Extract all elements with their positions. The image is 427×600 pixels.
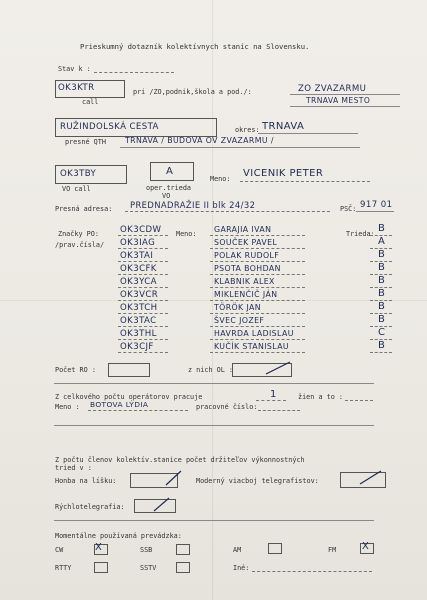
momentalne-label: Momentálne používaná prevádzka: <box>55 532 182 540</box>
operator-name: ŠVEC JOZEF <box>214 316 265 325</box>
operator-name-line <box>210 313 305 314</box>
meno-label: Meno: <box>210 175 231 183</box>
hon-label: Honba na líšku: <box>55 477 117 485</box>
pri-label: pri /ZO,podnik,škola a pod./: <box>133 88 252 96</box>
zien-label: žien a to : <box>298 393 344 401</box>
pracovne-cislo-label: pracovné číslo: <box>196 403 258 411</box>
meno-line <box>240 181 370 182</box>
operator-call: OK3YCA <box>120 277 157 287</box>
meno3-label: Meno : <box>55 403 80 411</box>
zo-underline-1 <box>290 94 400 95</box>
z-nich-ol-label: z nich OL : <box>188 366 234 374</box>
okres-value: TRNAVA <box>262 121 305 132</box>
qth-value-2: TRNAVA / BUDOVA OV ZVAZARMU / <box>125 136 274 145</box>
sstv-label: SSTV <box>140 564 157 572</box>
operator-name: TÖRÖK JAN <box>214 303 261 312</box>
operator-name-line <box>210 274 305 275</box>
operator-trieda: B <box>378 223 386 234</box>
zien-line <box>345 400 373 401</box>
operator-call-line <box>118 235 168 236</box>
presna-adresa-label: Presná adresa: <box>55 205 113 213</box>
operator-call-line <box>118 326 168 327</box>
adresa-value: PREDNADRAŽIE II blk 24/32 <box>130 200 256 210</box>
operator-name-line <box>210 326 305 327</box>
oper-trieda-value: A <box>166 166 174 177</box>
operator-name: SOUČEK PAVEL <box>214 238 278 247</box>
operator-trieda: B <box>378 288 386 299</box>
call-value: OK3KTR <box>58 83 95 93</box>
am-checkbox[interactable] <box>268 543 282 554</box>
call-label: call <box>82 98 99 106</box>
psc-label: PSČ: <box>340 205 357 213</box>
operator-call: OK3TCH <box>120 303 158 313</box>
presne-qth-label: presné QTH <box>65 138 106 146</box>
rtty-checkbox[interactable] <box>94 562 108 573</box>
operator-call: OK3THL <box>120 329 157 339</box>
rychlo-label: Rýchlotelegrafia: <box>55 503 125 511</box>
sstv-checkbox[interactable] <box>176 562 190 573</box>
operator-name-line <box>210 300 305 301</box>
operator-call-line <box>118 287 168 288</box>
operator-call: OK3IAG <box>120 238 156 248</box>
operator-trieda: B <box>378 275 386 286</box>
operator-trieda: B <box>378 314 386 325</box>
stav-line <box>94 72 174 73</box>
okres-underline <box>258 133 358 134</box>
operator-call-line <box>118 248 168 249</box>
zeny-count-value: 1 <box>270 389 277 400</box>
zena-meno-line <box>88 410 188 411</box>
vo-call-label: VO call <box>62 185 91 193</box>
operator-name-line <box>210 339 305 340</box>
trieda-label: Trieda: <box>346 230 375 238</box>
operator-call: OK3CFK <box>120 264 157 274</box>
zo-value-1: ZO ZVAZARMU <box>298 84 367 94</box>
operator-name-line <box>210 352 305 353</box>
ssb-label: SSB <box>140 546 153 554</box>
psc-value: 917 01 <box>360 200 393 210</box>
zeny-count-line <box>256 400 286 401</box>
oper-trieda-label: oper.trieda <box>146 184 192 192</box>
operator-name-line <box>210 248 305 249</box>
operator-trieda: B <box>378 249 386 260</box>
am-label: AM <box>233 546 242 554</box>
operator-name-line <box>210 287 305 288</box>
pracovne-cislo-line <box>258 410 300 411</box>
operator-trieda: B <box>378 301 386 312</box>
rtty-label: RTTY <box>55 564 72 572</box>
divider-3 <box>54 520 374 521</box>
ine-line <box>252 571 372 572</box>
operator-call: OK3VCR <box>120 290 159 300</box>
pocet-ro-label: Počet RO : <box>55 366 96 374</box>
operator-name: KUČÍK STANISLAU <box>214 342 290 351</box>
operator-name-line <box>210 235 305 236</box>
zo-underline-2 <box>290 106 400 107</box>
operator-call: OK3TAC <box>120 316 157 326</box>
vo-call-value: OK3TBY <box>60 169 97 179</box>
hon-strike <box>164 468 184 488</box>
operator-call-line <box>118 339 168 340</box>
psc-underline <box>356 211 394 212</box>
operator-name: KLABNIK ALEX <box>214 277 275 286</box>
operator-call: OK3TAI <box>120 251 154 261</box>
operator-name-line <box>210 261 305 262</box>
operator-trieda: C <box>378 327 386 338</box>
cw-check-mark: X <box>95 542 102 553</box>
z-nich-ol-strike <box>264 360 292 376</box>
rychlo-strike <box>152 495 172 513</box>
divider-1 <box>54 383 374 384</box>
operator-call-line <box>118 313 168 314</box>
clenov-label-2: tried v : <box>55 464 92 472</box>
meno-op-label: Meno: <box>176 230 197 238</box>
stav-label: Stav k : <box>58 65 91 73</box>
operator-name: MIKLENČIČ JÁN <box>214 290 278 299</box>
okres-label: okres: <box>235 126 260 134</box>
cw-label: CW <box>55 546 64 554</box>
operator-name: GARAJIA IVAN <box>214 225 272 234</box>
znacky-po-label: Značky PO: <box>58 230 99 238</box>
operator-call-line <box>118 261 168 262</box>
ssb-checkbox[interactable] <box>176 544 190 555</box>
divider-2 <box>54 425 374 426</box>
moderny-label: Moderný viacboj telegrafistov: <box>196 477 319 485</box>
fm-check-mark: X <box>362 541 369 552</box>
qth-value-1: RUŽINDOLSKÁ CESTA <box>60 122 159 132</box>
operator-call: OK3CDW <box>120 225 162 235</box>
qth-underline <box>120 147 360 148</box>
celkoveho-label: Z celkového počtu operátorov pracuje <box>55 393 203 401</box>
clenov-label-1: Z počtu členov kolektív.stanice počet držiteľov výkonnostných <box>55 456 305 464</box>
vo-label: VO <box>162 192 171 200</box>
operator-trieda-line <box>370 352 392 353</box>
operator-trieda: B <box>378 340 386 351</box>
moderny-strike <box>358 468 384 486</box>
operator-call: OK3CJF <box>120 342 154 352</box>
pocet-ro-box <box>108 363 150 377</box>
meno-value: VICENIK PETER <box>243 168 324 179</box>
adresa-line <box>125 211 330 212</box>
prav-cisla-label: /prav.čísla/ <box>55 241 105 249</box>
operator-trieda: A <box>378 236 386 247</box>
ine-label: Iné: <box>233 564 250 572</box>
operator-call-line <box>118 300 168 301</box>
operator-trieda: B <box>378 262 386 273</box>
operator-call-line <box>118 274 168 275</box>
operator-name: PSOTA BOHDAN <box>214 264 281 273</box>
operator-name: POLAK RUDOLF <box>214 251 280 260</box>
operator-name: HAVRDA LADISLAU <box>214 329 294 338</box>
form-title: Prieskumný dotazník kolektívnych staníc na Slovensku. <box>80 42 310 51</box>
zena-meno-value: BOTOVA LÝDIA <box>90 400 149 409</box>
fm-label: FM <box>328 546 337 554</box>
zo-value-2: TRNAVA MESTO <box>306 96 371 105</box>
operator-call-line <box>118 352 168 353</box>
